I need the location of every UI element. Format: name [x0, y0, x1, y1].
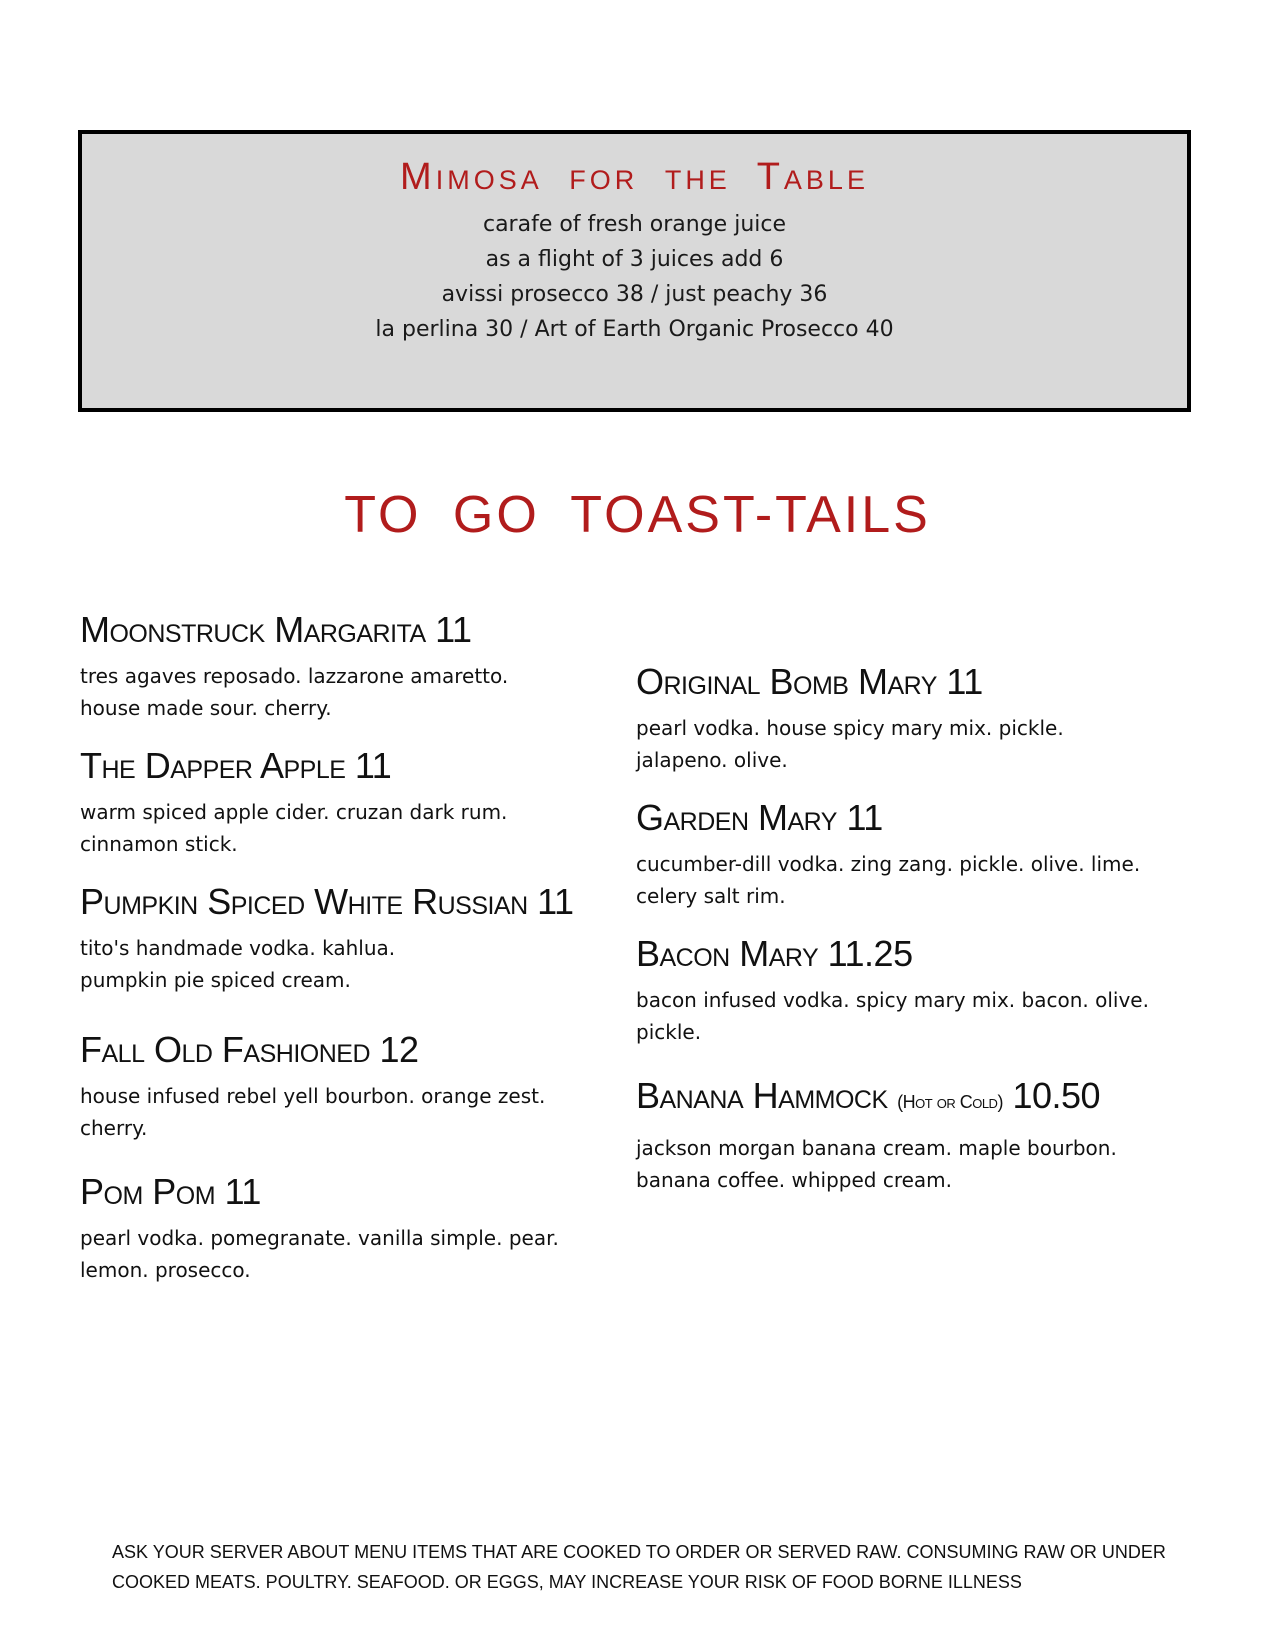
- item-desc-line: pearl vodka. house spicy mary mix. pickle.: [636, 716, 1064, 740]
- item-desc-line: tres agaves reposado. lazzarone amaretto.: [80, 664, 509, 688]
- item-desc-line: pumpkin pie spiced cream.: [80, 968, 351, 992]
- item-name: Moonstruck Margarita 11: [80, 609, 472, 650]
- item-desc-line: cucumber-dill vodka. zing zang. pickle. olive. lime.: [636, 852, 1141, 876]
- item-name: Garden Mary 11: [636, 797, 883, 838]
- mimosa-box: [78, 130, 1191, 412]
- disclaimer: [112, 1537, 1172, 1597]
- item-name-text: Banana Hammock: [636, 1075, 888, 1116]
- item-desc-line: tito's handmade vodka. kahlua.: [80, 936, 396, 960]
- item-desc-line: celery salt rim.: [636, 884, 786, 908]
- item-name: Bacon Mary 11.25: [636, 933, 913, 974]
- item-description: [80, 932, 600, 996]
- item-desc-line: pearl vodka. pomegranate. vanilla simple. pear.: [80, 1226, 559, 1250]
- mimosa-line: avissi prosecco 38 / just peachy 36: [441, 282, 828, 307]
- menu-item: [636, 932, 1196, 1048]
- item-name: The Dapper Apple 11: [80, 745, 392, 786]
- item-name: Fall Old Fashioned 12: [80, 1029, 419, 1070]
- item-name: [636, 1074, 1196, 1124]
- item-desc-line: lemon. prosecco.: [80, 1258, 251, 1282]
- section-title: TO GO TOAST-TAILS: [344, 486, 931, 544]
- disclaimer-line: ASK YOUR SERVER ABOUT MENU ITEMS THAT ARE COOKED TO ORDER OR SERVED RAW. CONSUMING RAW OR UNDER: [112, 1542, 1166, 1562]
- left-column: [80, 608, 640, 1306]
- menu-item: [80, 744, 640, 860]
- item-desc-line: bacon infused vodka. spicy mary mix. bacon. olive.: [636, 988, 1149, 1012]
- item-desc-line: banana coffee. whipped cream.: [636, 1168, 953, 1192]
- right-column: [636, 660, 1196, 1216]
- menu-item: [636, 796, 1196, 912]
- item-desc-line: house made sour. cherry.: [80, 696, 332, 720]
- item-description: [636, 984, 1156, 1048]
- item-name: Pom Pom 11: [80, 1171, 261, 1212]
- item-desc-line: jalapeno. olive.: [636, 748, 788, 772]
- item-description: [80, 660, 600, 724]
- item-desc-line: house infused rebel yell bourbon. orange zest.: [80, 1084, 546, 1108]
- mimosa-line: as a flight of 3 juices add 6: [485, 247, 784, 272]
- menu-item: [80, 608, 640, 724]
- item-description: [636, 712, 1156, 776]
- mimosa-title: Mimosa for the Table: [400, 156, 869, 198]
- item-desc-line: pickle.: [636, 1020, 702, 1044]
- item-description: [636, 848, 1156, 912]
- item-desc-line: jackson morgan banana cream. maple bourbon.: [636, 1136, 1117, 1160]
- item-name: Original Bomb Mary 11: [636, 661, 983, 702]
- item-description: [636, 1132, 1156, 1196]
- menu-item: [80, 880, 640, 996]
- disclaimer-line: COOKED MEATS. POULTRY. SEAFOOD. OR EGGS, MAY INCREASE YOUR RISK OF FOOD BORNE ILLNESS: [112, 1572, 1022, 1592]
- item-desc-line: cinnamon stick.: [80, 832, 238, 856]
- menu-item: [636, 660, 1196, 776]
- menu-item: [80, 1028, 640, 1144]
- item-price: 10.50: [1012, 1075, 1101, 1116]
- mimosa-line: carafe of fresh orange juice: [482, 212, 787, 237]
- menu-item: [636, 1074, 1196, 1196]
- item-note: (Hot or Cold): [897, 1092, 1003, 1112]
- item-description: [80, 796, 600, 860]
- mimosa-lines: [82, 207, 1187, 347]
- mimosa-line: la perlina 30 / Art of Earth Organic Prosecco 40: [375, 317, 894, 342]
- item-desc-line: warm spiced apple cider. cruzan dark rum.: [80, 800, 508, 824]
- item-desc-line: cherry.: [80, 1116, 148, 1140]
- menu-item: [80, 1170, 640, 1286]
- item-name: Pumpkin Spiced White Russian 11: [80, 881, 574, 922]
- item-description: [80, 1222, 600, 1286]
- item-description: [80, 1080, 600, 1144]
